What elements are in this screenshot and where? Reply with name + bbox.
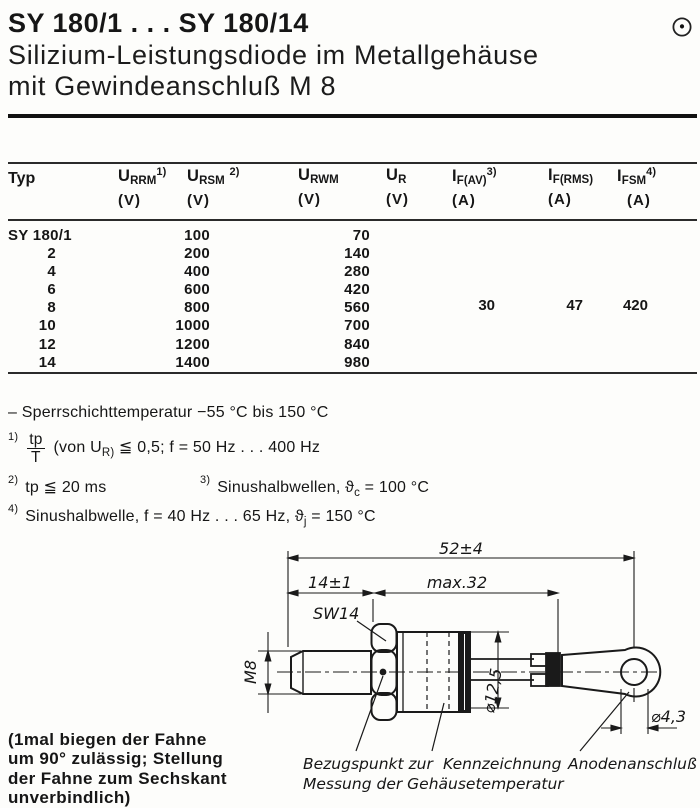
unit-label: (A): [548, 191, 572, 208]
footnote-4-sub: j: [303, 516, 307, 529]
symbol-sub: F(AV): [456, 175, 487, 187]
body-diameter-label: ⌀12,5: [479, 666, 506, 715]
footnote-ref: 4): [646, 166, 657, 178]
urwm-cell: 980: [344, 353, 370, 371]
bending-remark-line2: um 90° zulässig; Stellung: [8, 749, 224, 769]
bending-remark: [8, 730, 227, 807]
subtitle-line-1: Silizium-Leistungsdiode im Metallgehäuse: [8, 40, 539, 70]
dim-total-label: 52±4: [439, 539, 483, 558]
urwm-cell: 70: [352, 227, 370, 244]
footnote-3-sub: c: [354, 487, 361, 500]
fraction-numerator: tp: [29, 431, 43, 448]
typ-cell: 2: [47, 245, 56, 263]
footnote-1-mid: (von U: [53, 439, 102, 457]
typ-cell: 10: [38, 317, 56, 335]
fraction-denominator: T: [31, 449, 41, 466]
unit-label: (V): [386, 191, 409, 208]
typ-cell: 4: [47, 263, 56, 281]
bending-remark-line3: der Fahne zum Sechskant: [8, 768, 227, 788]
urwm-cell: 420: [344, 281, 370, 299]
symbol-sub: RSM: [199, 175, 225, 187]
typ-cell: 14: [38, 353, 56, 371]
diode-body: [397, 632, 470, 712]
hole-diameter-label: ⌀4,3: [651, 707, 687, 726]
urrm-cell: 1200: [175, 335, 210, 353]
footnote-1-sub: R): [101, 447, 115, 460]
urrm-cell: 600: [184, 281, 210, 299]
symbol-base: U: [386, 166, 399, 184]
lead-clamp: [531, 653, 560, 686]
unit-label: (V): [118, 192, 141, 209]
typ-cell: 6: [47, 281, 56, 299]
symbol-sub: F(RMS): [552, 174, 594, 186]
symbol-base: I: [548, 166, 553, 184]
footnote-1-tail: ≦ 0,5; f = 50 Hz . . . 400 Hz: [114, 439, 321, 457]
reference-point-label-line1: Bezugspunkt zur: [303, 755, 433, 773]
urwm-cell: 560: [344, 299, 370, 317]
wrench-size-label: SW14: [313, 604, 360, 623]
symbol-base: U: [187, 167, 200, 185]
footnote-3-tail: = 100 °C: [360, 479, 430, 496]
shared-ifav-value: 30: [478, 297, 495, 314]
symbol-sub: RRM: [130, 175, 157, 187]
footnote-3-text: Sinushalbwellen, ϑ: [217, 479, 355, 496]
subtitle-line-2: mit Gewindeanschluß M 8: [8, 71, 337, 101]
urwm-cell: 840: [344, 335, 370, 353]
urrm-cell: 200: [184, 245, 210, 263]
symbol-sub: R: [398, 174, 407, 186]
urrm-cell: 400: [184, 263, 210, 281]
unit-label: (A): [452, 192, 476, 209]
typ-cell: 8: [47, 299, 56, 317]
unit-label: (V): [298, 191, 321, 208]
anode-connection-label: Anodenanschluß: [568, 755, 697, 773]
leader-marking: [432, 703, 444, 751]
symbol-sub: RWM: [310, 174, 339, 186]
footnote-2-text: tp ≦ 20 ms: [25, 479, 107, 496]
shared-ifrms-value: 47: [566, 297, 583, 314]
dim-body-length-label: max.32: [426, 573, 488, 592]
urwm-cell: 280: [344, 263, 370, 281]
case-temperature-reference-dot: [381, 670, 386, 675]
threaded-stud: [291, 651, 371, 694]
leader-reference-point: [356, 676, 383, 751]
typ-cell: SY 180/1: [8, 227, 72, 244]
urrm-cell: 100: [184, 227, 210, 244]
footnote-ref: 3): [486, 166, 497, 178]
footnote-4-text: Sinushalbwelle, f = 40 Hz . . . 65 Hz, ϑ: [25, 508, 304, 525]
footnote-2-ref: 2): [8, 474, 19, 486]
urrm-cell: 1000: [175, 317, 210, 335]
bending-remark-line1: (1mal biegen der Fahne: [8, 730, 207, 749]
footnote-1-ref: 1): [8, 431, 19, 443]
dim-thread-length-label: 14±1: [308, 573, 352, 592]
symbol-base: U: [298, 166, 311, 184]
urrm-cell: 1400: [175, 353, 210, 371]
unit-label: (A): [627, 192, 651, 209]
symbol-base: I: [452, 167, 457, 185]
typ-cell: 12: [38, 335, 56, 353]
footnote-ref: 1): [156, 166, 167, 178]
col-header-typ: Typ: [8, 170, 36, 187]
symbol-base: I: [617, 167, 622, 185]
footnote-ref: 2): [229, 166, 240, 178]
footnote-4-ref: 4): [8, 503, 19, 515]
leader-anode: [580, 692, 629, 751]
marking-label: Kennzeichnung: [443, 755, 562, 773]
urwm-cell: 140: [344, 245, 370, 263]
symbol-sub: FSM: [621, 175, 647, 187]
urwm-cell: 700: [344, 317, 370, 335]
note-junction-temperature: – Sperrschichttemperatur −55 °C bis 150 °C: [8, 404, 329, 421]
thread-size-label: M8: [241, 660, 260, 684]
unit-label: (V): [187, 192, 210, 209]
footnote-3-ref: 3): [200, 474, 211, 486]
reference-point-label-line2: Messung der Gehäusetemperatur: [303, 775, 564, 793]
page-title: SY 180/1 . . . SY 180/14: [8, 8, 309, 38]
footnote-4-tail: = 150 °C: [306, 508, 376, 525]
urrm-cell: 800: [184, 299, 210, 317]
symbol-base: U: [118, 167, 131, 185]
shared-ifsm-value: 420: [622, 297, 648, 314]
bending-remark-line4: unverbindlich): [8, 787, 131, 807]
